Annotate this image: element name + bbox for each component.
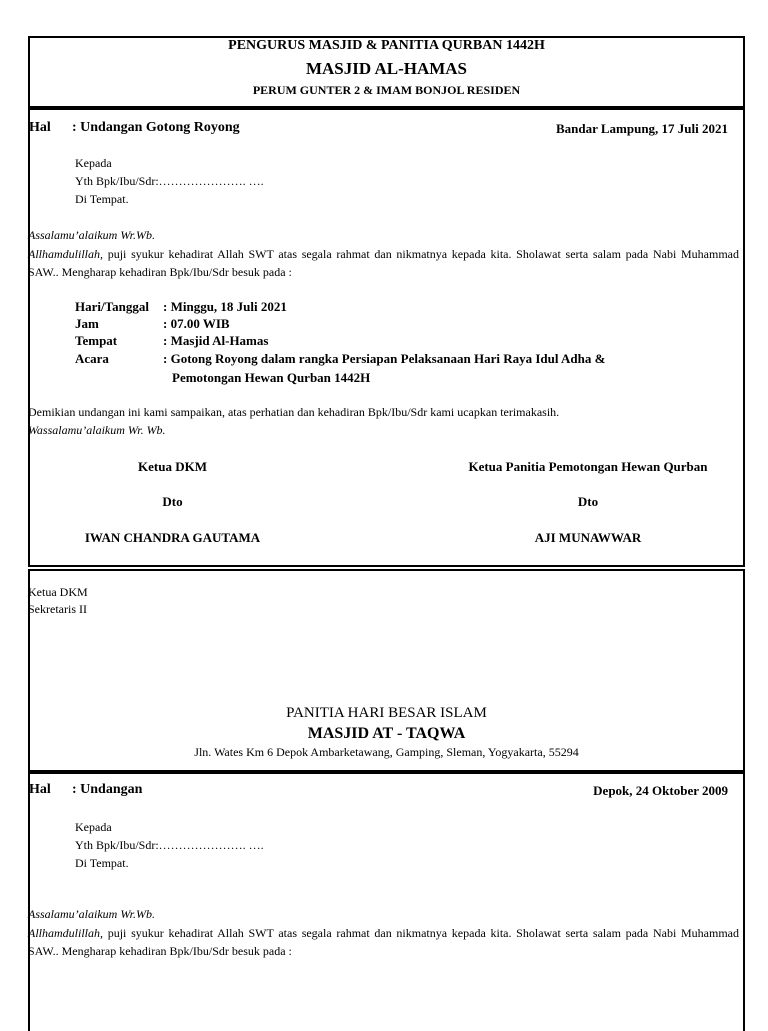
letter-2-hal-value: : Undangan — [72, 782, 143, 797]
letter-2-recipient-kepada: Kepada — [75, 820, 112, 834]
letter-2-recipient-tempat: Di Tempat. — [75, 856, 129, 870]
letter-1-header-address: PERUM GUNTER 2 & IMAM BONJOL RESIDEN — [252, 83, 521, 97]
letter-2-recipient-yth: Yth Bpk/Ibu/Sdr:…………………. …. — [75, 838, 264, 852]
letter-1-hal-value: : Undangan Gotong Royong — [72, 120, 240, 135]
letter-1-wassalam: Wassalamu’alaikum Wr. Wb. — [28, 423, 166, 437]
letter-2-hal-label: Hal — [29, 782, 51, 797]
sign-left-name: IWAN CHANDRA GAUTAMA — [84, 530, 261, 545]
letter-2-place-date: Depok, 24 Oktober 2009 — [593, 783, 728, 798]
letter-1-body-text: puji syukur kehadirat Allah SWT atas segala rahmat dan nikmatnya kepada kita. Sholawat serta salam pada Nabi Muhammad SAW.. Mengharap kehadiran Bpk/Ibu/Sdr besuk pada : — [28, 247, 739, 279]
letter-1-closing: Demikian undangan ini kami sampaikan, atas perhatian dan kehadiran Bpk/Ibu/Sdr kami ucapkan terimakasih. — [28, 405, 560, 419]
detail-label-acara: Acara — [75, 351, 109, 366]
letter-2-frame — [28, 569, 745, 1031]
letter-2-header-line1: PANITIA HARI BESAR ISLAM — [286, 705, 487, 721]
sign-right-title: Ketua Panitia Pemotongan Hewan Qurban — [468, 459, 708, 474]
letter-2-header-rule — [28, 770, 745, 774]
letter-1-header-rule — [28, 106, 745, 110]
sign-right-name: AJI MUNAWWAR — [534, 530, 642, 545]
letter-1-header-title: MASJID AL-HAMAS — [305, 59, 468, 78]
letter-2-header-address: Jln. Wates Km 6 Depok Ambarketawang, Gamping, Sleman, Yogyakarta, 55294 — [194, 745, 579, 759]
letter-1-hal-label: Hal — [29, 120, 51, 135]
letter-1-recipient-yth: Yth Bpk/Ibu/Sdr:…………………. …. — [75, 174, 264, 188]
detail-label-tempat: Tempat — [75, 333, 118, 348]
letter-1-recipient-tempat: Di Tempat. — [75, 192, 129, 206]
letter-1-body — [28, 246, 739, 281]
detail-value-tempat: : Masjid Al-Hamas — [163, 333, 269, 348]
detail-value-acara-cont: Pemotongan Hewan Qurban 1442H — [172, 370, 371, 385]
letter-2-top-line1: Ketua DKM — [28, 585, 88, 599]
detail-value-hari: : Minggu, 18 Juli 2021 — [163, 299, 287, 314]
letter-1-header-line1: PENGURUS MASJID & PANITIA QURBAN 1442H — [228, 38, 545, 53]
letter-1-place-date: Bandar Lampung, 17 Juli 2021 — [555, 121, 728, 136]
letter-1-salam: Assalamu’alaikum Wr.Wb. — [28, 228, 155, 242]
letter-2-top-line2: Sekretaris II — [28, 602, 87, 616]
letter-1-body-italic: Allhamdulillah, — [28, 247, 103, 261]
sign-right-dto: Dto — [577, 494, 599, 509]
letter-2-body-italic: Allhamdulillah, — [28, 926, 103, 940]
letter-1-recipient-kepada: Kepada — [75, 156, 112, 170]
letter-2-body-text: puji syukur kehadirat Allah SWT atas segala rahmat dan nikmatnya kepada kita. Sholawat serta salam pada Nabi Muhammad SAW.. Mengharap kehadiran Bpk/Ibu/Sdr besuk pada : — [28, 926, 739, 958]
detail-value-jam: : 07.00 WIB — [163, 316, 230, 331]
detail-value-acara: : Gotong Royong dalam rangka Persiapan Pelaksanaan Hari Raya Idul Adha & — [163, 351, 606, 366]
sign-left-dto: Dto — [162, 494, 183, 509]
detail-label-hari: Hari/Tanggal — [75, 299, 149, 314]
letter-2-header-title: MASJID AT - TAQWA — [307, 725, 466, 742]
letter-2-salam: Assalamu’alaikum Wr.Wb. — [28, 907, 155, 921]
letter-2-body — [28, 925, 739, 960]
detail-label-jam: Jam — [75, 316, 99, 331]
sign-left-title: Ketua DKM — [138, 459, 207, 474]
